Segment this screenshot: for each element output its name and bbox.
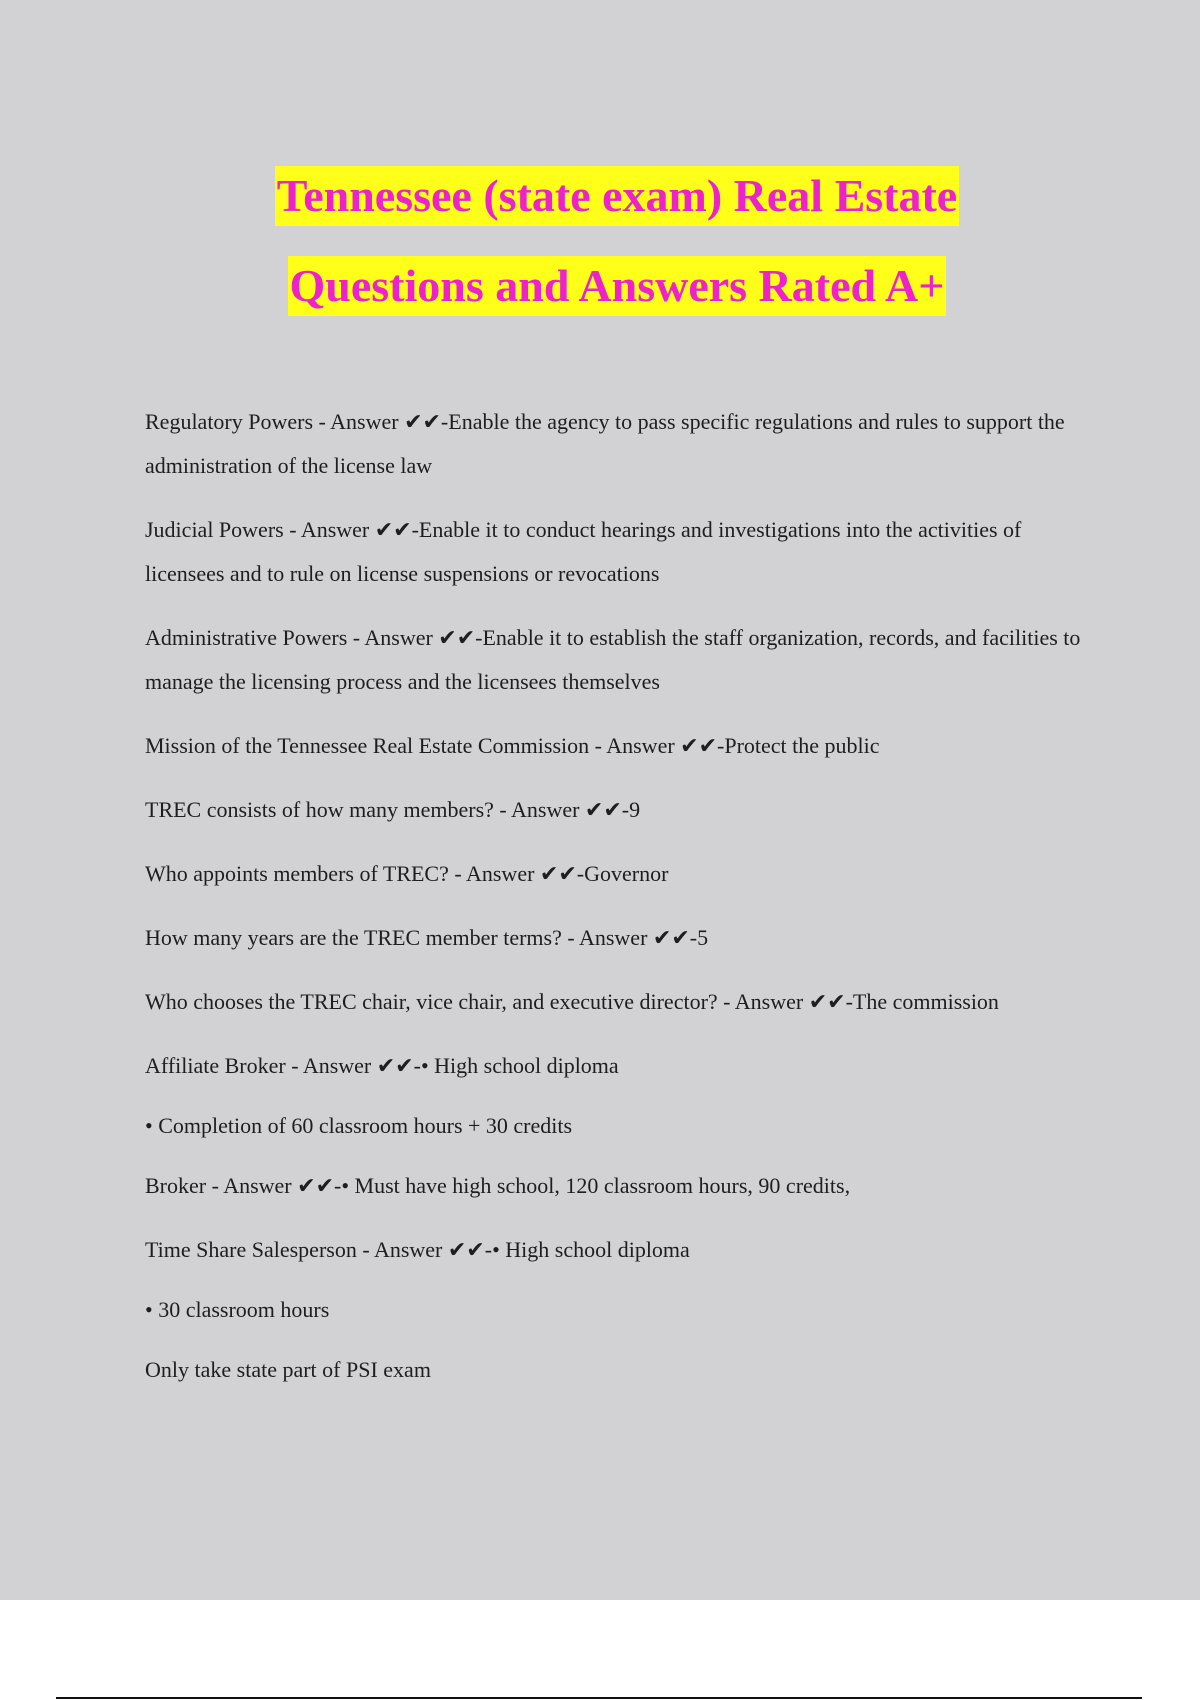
- footer-divider: [56, 1697, 1142, 1699]
- qa-trec-term-years: How many years are the TREC member terms? - Answer ✔✔-5: [145, 925, 709, 950]
- qa-judicial-powers: Judicial Powers - Answer ✔✔-Enable it to conduct hearings and investigations into the activities of licensees and to rule on license suspensions or revocations: [145, 517, 1022, 586]
- qa-broker: Broker - Answer ✔✔-• Must have high school, 120 classroom hours, 90 credits,: [145, 1173, 851, 1198]
- title-line-2: Questions and Answers Rated A+: [288, 256, 947, 316]
- qa-regulatory-powers: Regulatory Powers - Answer ✔✔-Enable the agency to pass specific regulations and rules to support the administration of the license law: [145, 409, 1065, 478]
- qa-psi-exam-note: Only take state part of PSI exam: [145, 1357, 431, 1382]
- qa-who-appoints-trec: Who appoints members of TREC? - Answer ✔✔-Governor: [145, 861, 669, 886]
- qa-list: [145, 400, 1095, 1408]
- qa-affiliate-broker-bullet: • Completion of 60 classroom hours + 30 credits: [145, 1113, 573, 1138]
- title-line-1: Tennessee (state exam) Real Estate: [275, 166, 959, 226]
- qa-administrative-powers: Administrative Powers - Answer ✔✔-Enable it to establish the staff organization, records, and facilities to manage the licensing process and the licensees themselves: [145, 625, 1081, 694]
- document-title: [0, 166, 1200, 316]
- qa-affiliate-broker: Affiliate Broker - Answer ✔✔-• High school diploma: [145, 1053, 619, 1078]
- qa-time-share-salesperson: Time Share Salesperson - Answer ✔✔-• High school diploma: [145, 1237, 690, 1262]
- qa-trec-members-count: TREC consists of how many members? - Answer ✔✔-9: [145, 797, 641, 822]
- qa-mission-of-trec: Mission of the Tennessee Real Estate Commission - Answer ✔✔-Protect the public: [145, 733, 880, 758]
- qa-who-chooses-chair: Who chooses the TREC chair, vice chair, and executive director? - Answer ✔✔-The commission: [145, 989, 999, 1014]
- qa-time-share-bullet: • 30 classroom hours: [145, 1297, 330, 1322]
